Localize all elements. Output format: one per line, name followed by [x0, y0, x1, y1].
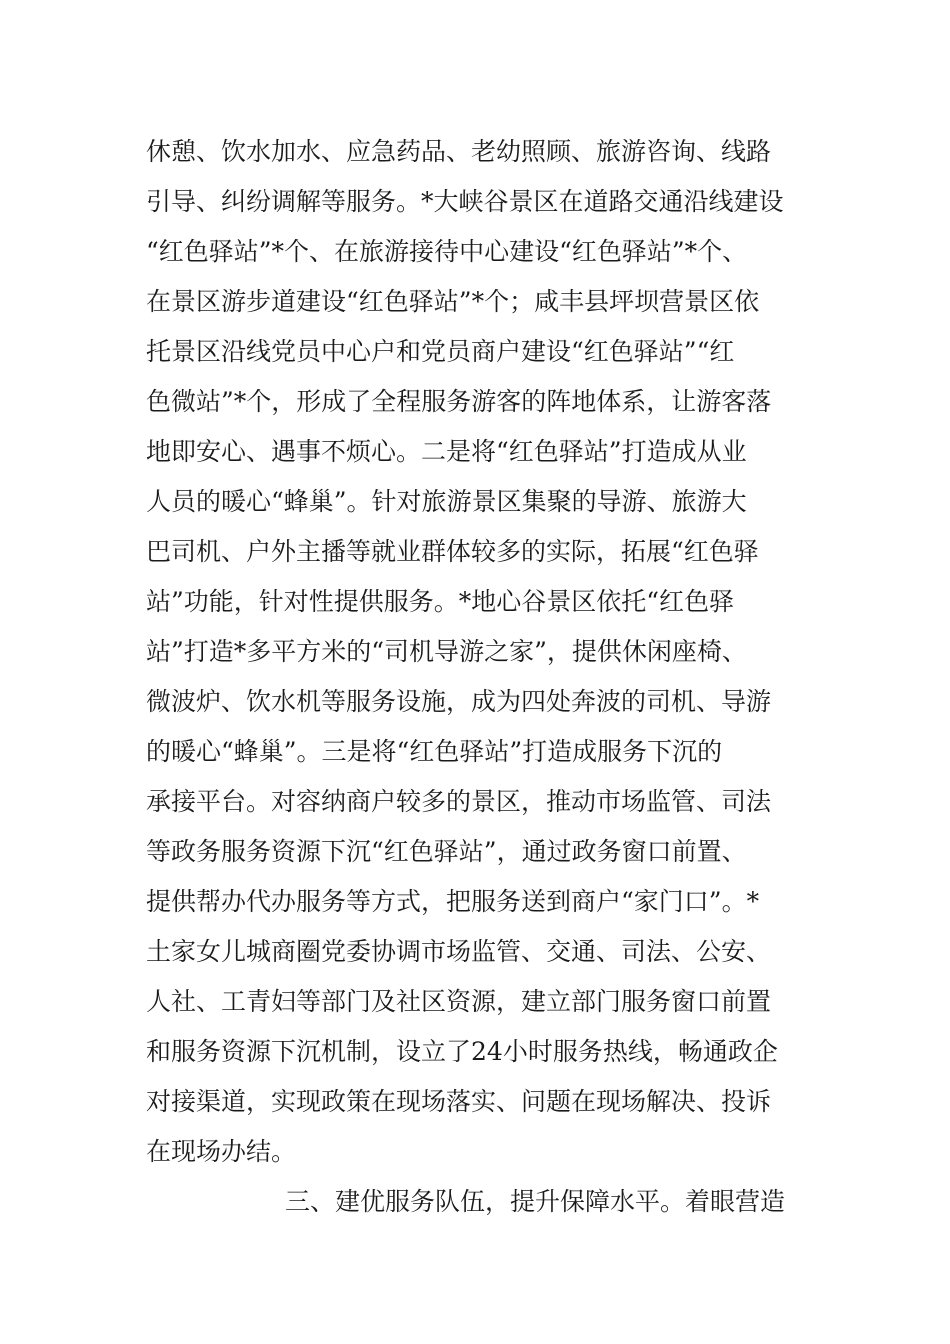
section-heading: 三、建优服务队伍，提升保障水平。着眼营造 — [285, 1187, 786, 1216]
paragraph-line: 色微站”*个，形成了全程服务游客的阵地体系，让游客落 — [146, 387, 772, 416]
paragraph-line: 提供帮办代办服务等方式，把服务送到商户“家门口”。* — [146, 887, 760, 916]
paragraph-line: 土家女儿城商圈党委协调市场监管、交通、司法、公安、 — [146, 937, 772, 966]
paragraph-line: 地即安心、遇事不烦心。二是将“红色驿站”打造成从业 — [146, 437, 747, 466]
paragraph-line: 对接渠道，实现政策在现场落实、问题在现场解决、投诉 — [146, 1087, 772, 1116]
paragraph-line: 和服务资源下沉机制，设立了24小时服务热线，畅通政企 — [146, 1037, 778, 1066]
paragraph-line: 站”打造*多平方米的“司机导游之家”，提供休闲座椅、 — [146, 637, 747, 666]
paragraph-line: 引导、纠纷调解等服务。*大峡谷景区在道路交通沿线建设 — [146, 187, 784, 216]
paragraph-line: 人员的暖心“蜂巢”。针对旅游景区集聚的导游、旅游大 — [146, 487, 747, 516]
paragraph-line: 在景区游步道建设“红色驿站”*个；咸丰县坪坝营景区依 — [146, 287, 760, 316]
paragraph-line: 人社、工青妇等部门及社区资源，建立部门服务窗口前置 — [146, 987, 772, 1016]
paragraph-line: 等政务服务资源下沉“红色驿站”，通过政务窗口前置、 — [146, 837, 747, 866]
paragraph-line: 站”功能，针对性提供服务。*地心谷景区依托“红色驿 — [146, 587, 735, 616]
paragraph-line: 承接平台。对容纳商户较多的景区，推动市场监管、司法 — [146, 787, 772, 816]
paragraph-line: “红色驿站”*个、在旅游接待中心建设“红色驿站”*个、 — [146, 237, 748, 266]
paragraph-line: 的暖心“蜂巢”。三是将“红色驿站”打造成服务下沉的 — [146, 737, 723, 766]
paragraph-line: 在现场办结。 — [146, 1137, 297, 1166]
paragraph-line: 巴司机、户外主播等就业群体较多的实际，拓展“红色驿 — [146, 537, 759, 566]
paragraph-line: 托景区沿线党员中心户和党员商户建设“红色驿站”“红 — [146, 337, 735, 366]
paragraph-line: 休憩、饮水加水、应急药品、老幼照顾、旅游咨询、线路 — [146, 137, 772, 166]
paragraph-line: 微波炉、饮水机等服务设施，成为四处奔波的司机、导游 — [146, 687, 772, 716]
